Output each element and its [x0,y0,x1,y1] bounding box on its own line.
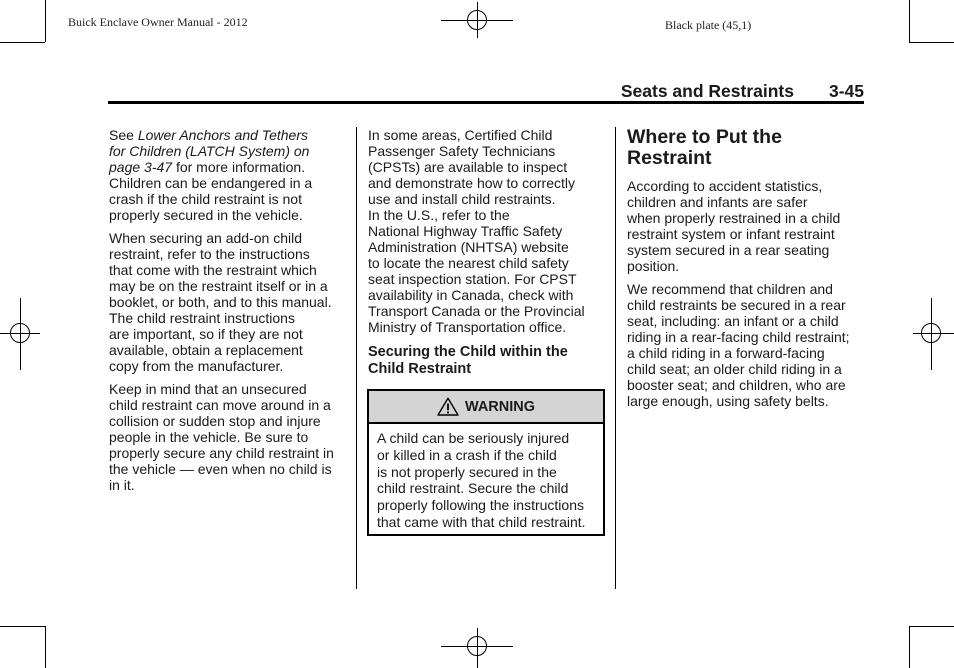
column-2 [368,127,606,388]
warning-icon [437,397,459,416]
warning-title: WARNING [464,398,536,415]
column-divider [615,127,616,589]
running-head [108,79,864,104]
column-divider [356,127,357,589]
warning-box [367,389,605,536]
paragraph: In some areas, Certified Child Passenger Safety Technicians (CPSTs) are available to inspect and demonstrate how to correctly use and install child restraints. In the U.S., refer to the National Highway Traffic Safety Administration (NHTSA) website to locate the nearest child safety seat inspection station. For CPST availability in Canada, check with Transport Canada or the Provincial Ministry of Transportation office. [368,127,585,335]
page-number: 3-45 [828,81,864,101]
paragraph: Keep in mind that an unsecured child restraint can move around in a collision or sudden stop and injure people in the vehicle. Be sure to properly secure any child restraint in the vehicle — even when no child is in it. [109,381,334,493]
paragraph: According to accident statistics, children and infants are safer when properly restrained in a child restraint system or infant restraint system secured in a rear seating position. [627,178,841,274]
section-heading: Where to Put the Restraint [627,126,782,169]
warning-header [369,391,603,424]
manual-title: Buick Enclave Owner Manual - 2012 [68,15,248,29]
subsection-heading: Securing the Child within the Child Restraint [368,344,568,377]
cross-reference: Lower Anchors and Tethers [137,127,308,143]
column-1 [109,127,349,500]
warning-text: A child can be seriously injured or killed in a crash if the child is not properly secured in the child restraint. Secure the child properly following the instructions that came with that child restraint. [377,430,586,530]
section-title: Seats and Restraints [620,81,794,101]
paragraph: We recommend that children and child restraints be secured in a rear seat, including: an infant or a child riding in a rear-facing child restraint; a child riding in a forward-facing child seat; an older child riding in a booster seat; and children, who are large enough, using safety belts. [627,281,850,409]
paragraph: See Lower Anchors and Tethers for Children (LATCH System) on page 3-47 for more information. Children can be endangered in a crash if the child restraint is not properly secured in the vehicle. [109,127,313,223]
plate-label: Black plate (45,1) [665,18,752,32]
paragraph: When securing an add-on child restraint, refer to the instructions that come with the restraint which may be on the restraint itself or in a booklet, or both, and to this manual. The child restraint instructions are important, so if they are not available, obtain a replacement copy from the manufacturer. [109,230,332,374]
cross-reference: for Children (LATCH System) on [109,143,310,159]
cross-reference: page 3-47 [109,159,173,175]
column-3 [627,127,867,416]
